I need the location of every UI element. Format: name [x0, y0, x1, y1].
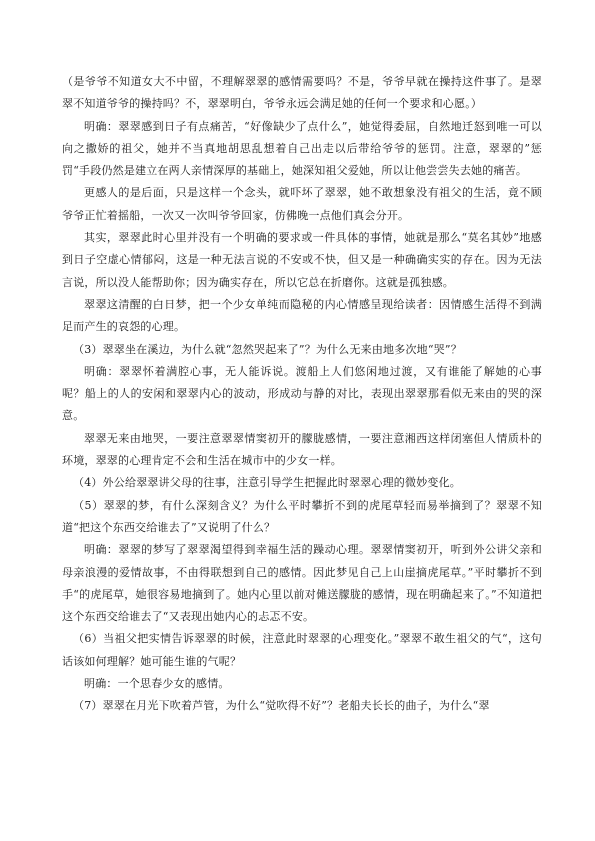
paragraph: 明确：翠翠怀着满腔心事，无人能诉说。渡船上人们悠闲地过渡，又有谁能了解她的心事呢？船上的人的安闲和翠翠内心的波动，形成动与静的对比，表现出翠翠那看似无来由的哭的深意。 [62, 364, 542, 423]
paragraph: 其实，翠翠此时心里并没有一个明确的要求或一件具体的事情，她就是那么“莫名其妙”地感到日子空虚心情郁闷，这是一种无法言说的不安或不快，但又是一种确确实实的存在。因为无法言说，所以没人能帮助你；因为确实存在，所以它总在折磨你。这就是孤独感。 [62, 231, 542, 289]
paragraph: （是爷爷不知道女大不中留，不理解翠翠的感情需要吗？不是，爷爷早就在操持这件事了。是翠翠不知道爷爷的操持吗？不，翠翠明白，爷爷永远会满足她的任何一个要求和心愿。） [62, 75, 542, 111]
document-body [62, 71, 542, 718]
question-paragraph: （5）翠翠的梦，有什么深刻含义？为什么平时攀折不到的虎尾草轻而易举摘到了？翠翠不知道“把这个东西交给谁去了”又说明了什么？ [62, 498, 542, 534]
paragraph: 翠翠这清醒的白日梦，把一个少女单纯而隐秘的内心情感呈现给读者：因情感生活得不到满足而产生的哀怨的心理。 [62, 297, 542, 334]
paragraph: 更感人的是后面，只是这样一个念头，就吓坏了翠翠，她不敢想象没有祖父的生活，竟不顾爷爷正忙着摇船，一次又一次叫爷爷回家，仿佛晚一点他们真会分开。 [62, 186, 542, 222]
question-paragraph: （6）当祖父把实情告诉翠翠的时候，注意此时翠翠的心理变化。”翠翠不敢生祖父的气“，这句话该如何理解？她可能生谁的气呢？ [62, 632, 542, 668]
paragraph: 明确：一个思春少女的感情。 [84, 677, 230, 691]
question-paragraph: （7）翠翠在月光下吹着芦管，为什么“觉吹得不好”？老船夫长长的曲子，为什么“翠 [73, 699, 490, 713]
paragraph: 翠翠无来由地哭，一要注意翠翠情窦初开的朦胧感情，一要注意湘西这样闭塞但人情质朴的环境，翠翠的心理肯定不会和生活在城市中的少女一样。 [62, 431, 542, 468]
paragraph: 明确：翠翠感到日子有点痛苦，“好像缺少了点什么”，她觉得委屈，自然地迁怒到唯一可以向之撒娇的祖父，她并不当真地胡思乱想着自己出走以后带给爷爷的惩罚。注意，翠翠的”惩罚“手段仍然是建立在两人亲情深厚的基础上，她深知祖父爱她，所以让他尝尝失去她的痛苦。 [62, 119, 542, 178]
question-paragraph: （4）外公给翠翠讲父母的往事，注意引导学生把握此时翠翠心理的微妙变化。 [73, 476, 461, 490]
paragraph: 明确：翠翠的梦写了翠翠渴望得到幸福生活的躁动心理。翠翠情窦初开，听到外公讲父亲和母亲浪漫的爱情故事，不由得联想到自己的感情。因此梦见自己上山崖摘虎尾草。”平时攀折不到手“的虎尾草，她很容易地摘到了。她内心里以前对傩送朦胧的感情，现在明确起来了。”不知道把这个东西交给谁去了“又表现出她内心的忐忑不安。 [62, 543, 542, 624]
question-paragraph: （3）翠翠坐在溪边，为什么就“忽然哭起来了”？为什么无来由地多次地“哭”？ [73, 342, 462, 356]
